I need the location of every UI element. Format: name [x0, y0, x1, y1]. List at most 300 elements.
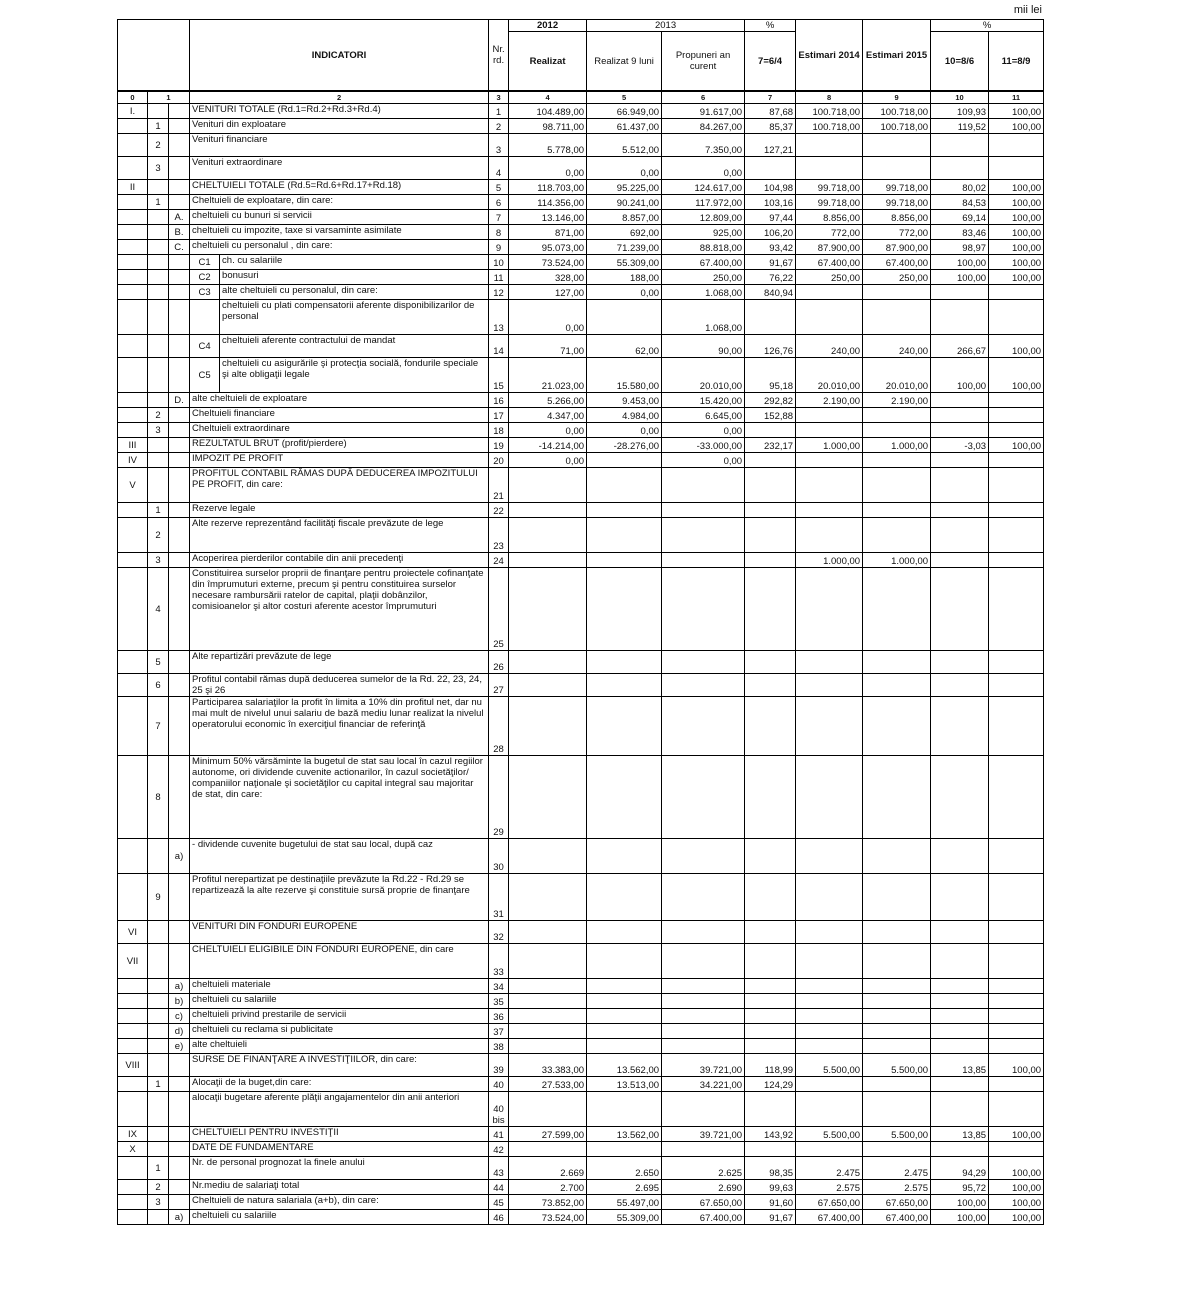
value-cell — [745, 423, 796, 438]
value-cell: 2.695 — [587, 1180, 662, 1195]
value-cell — [796, 674, 863, 697]
table-row — [118, 1127, 1044, 1142]
value-cell: 87.900,00 — [796, 240, 863, 255]
section-number — [118, 1195, 148, 1210]
value-cell: 100.718,00 — [863, 104, 931, 119]
value-cell — [931, 944, 989, 979]
table-row — [118, 568, 1044, 651]
value-cell — [509, 1092, 587, 1127]
value-cell: 2.700 — [509, 1180, 587, 1195]
sub-code: C2 — [190, 270, 220, 285]
header-propuneri: Propuneri an curent — [662, 32, 745, 92]
value-cell: 84,53 — [931, 195, 989, 210]
value-cell: 292,82 — [745, 393, 796, 408]
value-cell — [863, 568, 931, 651]
value-cell: 73.524,00 — [509, 255, 587, 270]
value-cell: 98,35 — [745, 1157, 796, 1180]
value-cell — [989, 393, 1044, 408]
row-number: 29 — [489, 756, 509, 839]
value-cell — [989, 503, 1044, 518]
value-cell — [931, 994, 989, 1009]
header-nr-rd: Nr. rd. — [489, 20, 509, 92]
value-cell — [662, 518, 745, 553]
row-number: 9 — [489, 240, 509, 255]
table-row — [118, 944, 1044, 979]
value-cell: 100,00 — [989, 195, 1044, 210]
value-cell — [931, 285, 989, 300]
item-number: 2 — [148, 408, 169, 423]
sub-item-letter — [169, 1127, 190, 1142]
value-cell: 2.669 — [509, 1157, 587, 1180]
value-cell: 98.711,00 — [509, 119, 587, 134]
value-cell — [509, 1142, 587, 1157]
row-number: 27 — [489, 674, 509, 697]
value-cell: 188,00 — [587, 270, 662, 285]
indicator-label: Profitul contabil rămas după deducerea sumelor de la Rd. 22, 23, 24, 25 şi 26 — [190, 674, 489, 697]
value-cell — [989, 468, 1044, 503]
sub-item-letter: A. — [169, 210, 190, 225]
value-cell: 33.383,00 — [509, 1054, 587, 1077]
value-cell — [931, 1009, 989, 1024]
value-cell: 13.562,00 — [587, 1054, 662, 1077]
value-cell: 0,00 — [587, 285, 662, 300]
item-number — [148, 468, 169, 503]
item-number: 6 — [148, 674, 169, 697]
indicator-label: Profitul nerepartizat pe destinaţiile prevăzute la Rd.22 - Rd.29 se repartizează la alte rezerve şi constituie sursă proprie de finanţare — [190, 874, 489, 921]
value-cell — [989, 979, 1044, 994]
value-cell — [989, 651, 1044, 674]
value-cell: 67.400,00 — [796, 255, 863, 270]
value-cell: 2.625 — [662, 1157, 745, 1180]
table-row — [118, 438, 1044, 453]
value-cell — [745, 921, 796, 944]
value-cell: 328,00 — [509, 270, 587, 285]
value-cell — [989, 453, 1044, 468]
item-number: 1 — [148, 1077, 169, 1092]
value-cell: 1.000,00 — [796, 438, 863, 453]
value-cell — [745, 874, 796, 921]
value-cell: 99.718,00 — [796, 180, 863, 195]
value-cell — [587, 674, 662, 697]
value-cell — [931, 1077, 989, 1092]
sub-item-letter — [169, 944, 190, 979]
value-cell — [796, 423, 863, 438]
row-number: 17 — [489, 408, 509, 423]
value-cell: 100.718,00 — [863, 119, 931, 134]
item-number — [148, 270, 169, 285]
value-cell: 67.400,00 — [796, 1210, 863, 1225]
value-cell — [989, 568, 1044, 651]
section-number — [118, 240, 148, 255]
value-cell — [796, 1009, 863, 1024]
table-row — [118, 119, 1044, 134]
value-cell: 0,00 — [509, 157, 587, 180]
sub-item-letter — [169, 157, 190, 180]
value-cell: 127,21 — [745, 134, 796, 157]
value-cell: 5.500,00 — [863, 1054, 931, 1077]
index-row — [118, 91, 1044, 104]
value-cell — [863, 994, 931, 1009]
indicator-label: cheltuieli cu bunuri si servicii — [190, 210, 489, 225]
value-cell: 0,00 — [509, 423, 587, 438]
value-cell — [662, 1092, 745, 1127]
sub-item-letter — [169, 468, 190, 503]
value-cell — [863, 921, 931, 944]
indicator-label: DATE DE FUNDAMENTARE — [190, 1142, 489, 1157]
row-number: 10 — [489, 255, 509, 270]
value-cell — [796, 408, 863, 423]
value-cell: 95.225,00 — [587, 180, 662, 195]
value-cell: 100,00 — [989, 210, 1044, 225]
value-cell — [509, 1039, 587, 1054]
section-number — [118, 697, 148, 756]
table-row — [118, 210, 1044, 225]
section-number — [118, 839, 148, 874]
value-cell — [863, 453, 931, 468]
value-cell — [863, 503, 931, 518]
value-cell: 27.533,00 — [509, 1077, 587, 1092]
value-cell — [931, 674, 989, 697]
section-number — [118, 1210, 148, 1225]
value-cell: 100,00 — [989, 240, 1044, 255]
value-cell — [989, 874, 1044, 921]
value-cell — [989, 944, 1044, 979]
value-cell: 106,20 — [745, 225, 796, 240]
value-cell: 232,17 — [745, 438, 796, 453]
indicator-label: Constituirea surselor proprii de finanţare pentru proiectele cofinanţate din împrumuturi externe, precum şi pentru constituirea surselor necesare rambursării ratelor de capital, plaţii dobânzilor, comisioanelor şi altor costuri aferente acestor împrumuturi — [190, 568, 489, 651]
value-cell: 100,00 — [989, 1157, 1044, 1180]
section-number — [118, 674, 148, 697]
value-cell: 772,00 — [796, 225, 863, 240]
value-cell — [662, 468, 745, 503]
value-cell — [989, 839, 1044, 874]
value-cell: 21.023,00 — [509, 358, 587, 393]
indicator-label: alocaţii bugetare aferente plăţii angajamentelor din anii anteriori — [190, 1092, 489, 1127]
value-cell — [989, 1039, 1044, 1054]
header-col11: 11=8/9 — [989, 32, 1044, 92]
header-pct-2: % — [931, 20, 1044, 32]
sub-item-letter — [169, 104, 190, 119]
sub-item-letter — [169, 503, 190, 518]
value-cell — [587, 756, 662, 839]
row-number: 42 — [489, 1142, 509, 1157]
value-cell: 2.475 — [796, 1157, 863, 1180]
value-cell: 99.718,00 — [863, 180, 931, 195]
value-cell — [662, 651, 745, 674]
row-number: 2 — [489, 119, 509, 134]
item-number: 1 — [148, 195, 169, 210]
value-cell: 100,00 — [989, 104, 1044, 119]
value-cell: 100,00 — [931, 1210, 989, 1225]
row-number: 7 — [489, 210, 509, 225]
item-number — [148, 1054, 169, 1077]
section-number — [118, 1180, 148, 1195]
value-cell: 8.856,00 — [796, 210, 863, 225]
value-cell: 1.000,00 — [796, 553, 863, 568]
value-cell — [587, 1142, 662, 1157]
value-cell: 87,68 — [745, 104, 796, 119]
section-number — [118, 979, 148, 994]
value-cell: 13,85 — [931, 1127, 989, 1142]
section-number: I. — [118, 104, 148, 119]
value-cell — [931, 453, 989, 468]
value-cell: 5.500,00 — [863, 1127, 931, 1142]
section-number — [118, 1092, 148, 1127]
value-cell: 97,44 — [745, 210, 796, 225]
value-cell: 5.512,00 — [587, 134, 662, 157]
value-cell — [931, 1142, 989, 1157]
value-cell — [931, 979, 989, 994]
value-cell: 100.718,00 — [796, 119, 863, 134]
value-cell: 124,29 — [745, 1077, 796, 1092]
item-number: 3 — [148, 157, 169, 180]
value-cell — [662, 994, 745, 1009]
indicator-label: PROFITUL CONTABIL RĂMAS DUPĂ DEDUCEREA IMPOZITULUI PE PROFIT, din care: — [190, 468, 489, 503]
row-number: 12 — [489, 285, 509, 300]
index-9: 9 — [863, 91, 931, 104]
table-row — [118, 393, 1044, 408]
table-row — [118, 674, 1044, 697]
value-cell: 39.721,00 — [662, 1127, 745, 1142]
section-number: X — [118, 1142, 148, 1157]
sub-item-letter — [169, 358, 190, 393]
section-number — [118, 134, 148, 157]
row-number: 44 — [489, 1180, 509, 1195]
table-row — [118, 979, 1044, 994]
section-number: IV — [118, 453, 148, 468]
item-number: 7 — [148, 697, 169, 756]
value-cell: 13.513,00 — [587, 1077, 662, 1092]
value-cell — [863, 944, 931, 979]
sub-item-letter — [169, 180, 190, 195]
value-cell: 55.309,00 — [587, 255, 662, 270]
value-cell: 2.575 — [796, 1180, 863, 1195]
value-cell — [796, 1077, 863, 1092]
table-row — [118, 1009, 1044, 1024]
indicator-label: Alte rezerve reprezentând facilităţi fiscale prevăzute de lege — [190, 518, 489, 553]
item-number: 5 — [148, 651, 169, 674]
value-cell: 98,97 — [931, 240, 989, 255]
table-row — [118, 503, 1044, 518]
value-cell — [509, 994, 587, 1009]
item-number: 2 — [148, 518, 169, 553]
value-cell: 100,00 — [931, 255, 989, 270]
section-number — [118, 568, 148, 651]
item-number — [148, 1092, 169, 1127]
row-number: 20 — [489, 453, 509, 468]
table-row — [118, 270, 1044, 285]
value-cell: 266,67 — [931, 335, 989, 358]
value-cell: 104.489,00 — [509, 104, 587, 119]
value-cell — [989, 1024, 1044, 1039]
item-number: 3 — [148, 553, 169, 568]
value-cell — [587, 453, 662, 468]
table-row — [118, 225, 1044, 240]
value-cell — [931, 393, 989, 408]
value-cell: 93,42 — [745, 240, 796, 255]
section-number — [118, 393, 148, 408]
table-row — [118, 1054, 1044, 1077]
value-cell — [796, 839, 863, 874]
value-cell: 5.778,00 — [509, 134, 587, 157]
value-cell: 1.000,00 — [863, 553, 931, 568]
row-number: 13 — [489, 300, 509, 335]
sub-item-letter: a) — [169, 979, 190, 994]
value-cell — [587, 1092, 662, 1127]
value-cell: 99,63 — [745, 1180, 796, 1195]
sub-item-letter — [169, 195, 190, 210]
value-cell — [745, 568, 796, 651]
indicator-label: Alocaţii de la buget,din care: — [190, 1077, 489, 1092]
index-5: 5 — [587, 91, 662, 104]
value-cell: 100,00 — [989, 270, 1044, 285]
value-cell — [863, 697, 931, 756]
row-number: 41 — [489, 1127, 509, 1142]
value-cell — [863, 300, 931, 335]
sub-item-letter — [169, 568, 190, 651]
value-cell — [796, 468, 863, 503]
index-11: 11 — [989, 91, 1044, 104]
item-number — [148, 979, 169, 994]
value-cell — [863, 979, 931, 994]
value-cell — [989, 1009, 1044, 1024]
section-number — [118, 423, 148, 438]
indicator-label: cheltuieli privind prestarile de servicii — [190, 1009, 489, 1024]
sub-item-letter — [169, 1157, 190, 1180]
value-cell — [796, 651, 863, 674]
sub-item-letter — [169, 697, 190, 756]
item-number — [148, 1039, 169, 1054]
value-cell — [931, 1024, 989, 1039]
table-row — [118, 1195, 1044, 1210]
item-number — [148, 453, 169, 468]
section-number — [118, 651, 148, 674]
indicator-label: CHELTUIELI PENTRU INVESTIŢII — [190, 1127, 489, 1142]
sub-code: C4 — [190, 335, 220, 358]
indicator-label: REZULTATUL BRUT (profit/pierdere) — [190, 438, 489, 453]
value-cell: 71.239,00 — [587, 240, 662, 255]
value-cell: 39.721,00 — [662, 1054, 745, 1077]
value-cell — [863, 1092, 931, 1127]
value-cell: 240,00 — [796, 335, 863, 358]
value-cell: -28.276,00 — [587, 438, 662, 453]
item-number — [148, 255, 169, 270]
value-cell: 100,00 — [989, 255, 1044, 270]
value-cell — [587, 568, 662, 651]
value-cell — [587, 839, 662, 874]
section-number — [118, 1009, 148, 1024]
table-row — [118, 1077, 1044, 1092]
value-cell — [509, 553, 587, 568]
value-cell: 119,52 — [931, 119, 989, 134]
row-number: 24 — [489, 553, 509, 568]
sub-item-letter — [169, 335, 190, 358]
section-number — [118, 1157, 148, 1180]
value-cell — [662, 697, 745, 756]
value-cell — [796, 503, 863, 518]
value-cell: 104,98 — [745, 180, 796, 195]
sub-item-letter — [169, 1180, 190, 1195]
header-row-1 — [118, 20, 1044, 32]
row-number: 15 — [489, 358, 509, 393]
value-cell: 67.650,00 — [863, 1195, 931, 1210]
indicator-label: cheltuieli cu reclama si publicitate — [190, 1024, 489, 1039]
indicator-label: ch. cu salariile — [220, 255, 489, 270]
value-cell — [989, 697, 1044, 756]
sub-item-letter — [169, 921, 190, 944]
sub-item-letter: B. — [169, 225, 190, 240]
value-cell — [989, 518, 1044, 553]
value-cell: 61.437,00 — [587, 119, 662, 134]
value-cell: 2.575 — [863, 1180, 931, 1195]
table-row — [118, 468, 1044, 503]
value-cell — [745, 503, 796, 518]
sub-item-letter — [169, 453, 190, 468]
value-cell: 0,00 — [587, 423, 662, 438]
item-number: 2 — [148, 1180, 169, 1195]
value-cell — [662, 839, 745, 874]
value-cell: 95,72 — [931, 1180, 989, 1195]
value-cell — [509, 944, 587, 979]
row-number: 40 bis — [489, 1092, 509, 1127]
value-cell — [989, 921, 1044, 944]
sub-item-letter — [169, 134, 190, 157]
item-number: 1 — [148, 1157, 169, 1180]
section-number — [118, 503, 148, 518]
value-cell — [931, 553, 989, 568]
value-cell — [662, 568, 745, 651]
value-cell: 73.852,00 — [509, 1195, 587, 1210]
table-row — [118, 1157, 1044, 1180]
value-cell — [863, 423, 931, 438]
value-cell — [662, 756, 745, 839]
section-number: III — [118, 438, 148, 453]
value-cell — [863, 408, 931, 423]
value-cell: 117.972,00 — [662, 195, 745, 210]
value-cell: 4.984,00 — [587, 408, 662, 423]
value-cell — [509, 1024, 587, 1039]
table-row — [118, 408, 1044, 423]
sub-code: C1 — [190, 255, 220, 270]
table-row — [118, 285, 1044, 300]
indicator-label: CHELTUIELI TOTALE (Rd.5=Rd.6+Rd.17+Rd.18) — [190, 180, 489, 195]
sub-item-letter — [169, 408, 190, 423]
indicator-label: VENITURI DIN FONDURI EUROPENE — [190, 921, 489, 944]
value-cell: 100,00 — [989, 180, 1044, 195]
value-cell — [863, 285, 931, 300]
value-cell: 2.690 — [662, 1180, 745, 1195]
value-cell: 15.420,00 — [662, 393, 745, 408]
value-cell — [989, 674, 1044, 697]
value-cell: 67.400,00 — [662, 1210, 745, 1225]
sub-code: C5 — [190, 358, 220, 393]
item-number: 4 — [148, 568, 169, 651]
value-cell — [587, 1009, 662, 1024]
table-row — [118, 240, 1044, 255]
value-cell — [863, 1077, 931, 1092]
section-number: VII — [118, 944, 148, 979]
item-number — [148, 300, 169, 335]
table-row — [118, 195, 1044, 210]
table-row — [118, 134, 1044, 157]
value-cell: 692,00 — [587, 225, 662, 240]
value-cell: 91,67 — [745, 255, 796, 270]
value-cell — [931, 1092, 989, 1127]
indicator-label: Alte repartizări prevăzute de lege — [190, 651, 489, 674]
value-cell — [989, 408, 1044, 423]
value-cell — [796, 453, 863, 468]
section-number — [118, 119, 148, 134]
